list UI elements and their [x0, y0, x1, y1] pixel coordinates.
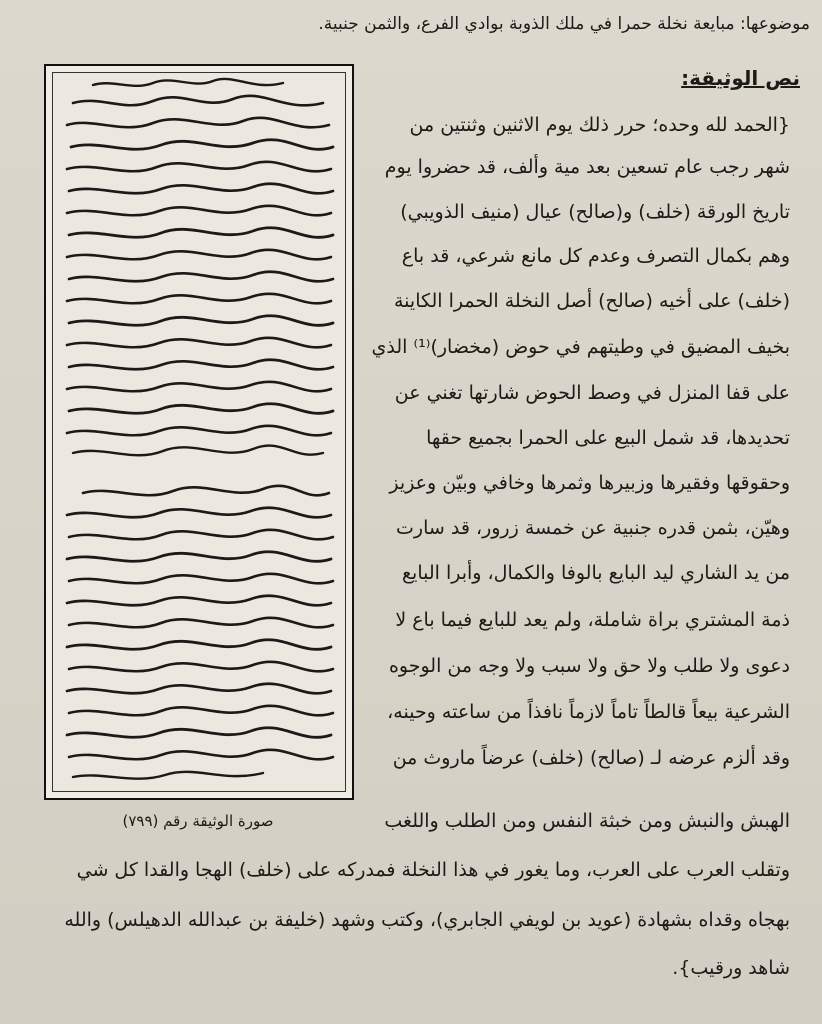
text-line: شاهد ورقيب}.: [672, 957, 790, 979]
text-line: وهم بكمال التصرف وعدم كل مانع شرعي، قد باع: [401, 245, 790, 267]
handwriting-illustration: [53, 73, 345, 791]
text-line: من يد الشاري ليد البايع بالوفا والكمال، وأبرا البايع: [401, 562, 790, 584]
image-caption: صورة الوثيقة رقم (٧٩٩): [122, 812, 274, 830]
text-line: الشرعية بيعاً قالطاً تاماً لازماً نافذاً من ساعته وحينه،: [387, 701, 790, 723]
manuscript-scan: [52, 72, 346, 792]
manuscript-image: [44, 64, 354, 800]
text-line: وحقوقها وفقيرها وزبيرها وثمرها وخافي وبيّن وعزيز: [389, 472, 790, 494]
text-line: (خلف) على أخيه (صالح) أصل النخلة الحمرا الكاينة: [394, 290, 790, 312]
section-title: نص الوثيقة:: [681, 66, 800, 90]
text-line: على قفا المنزل في وصط الحوض شارتها تغني عن: [394, 382, 790, 404]
text-line: {الحمد لله وحده؛ حرر ذلك يوم الاثنين وثنتين من: [409, 114, 790, 136]
text-line: وهيّن، بثمن قدره جنبية عن خمسة زرور، قد سارت: [396, 517, 790, 539]
text-line: وقد ألزم عرضه لـ (صالح) (خلف) عرضاً ماروث من: [392, 747, 790, 769]
text-line: تحديدها، قد شمل البيع على الحمرا بجميع حقها: [426, 427, 790, 449]
text-line: شهر رجب عام تسعين بعد مية وألف، قد حضروا يوم: [384, 156, 790, 178]
subject-line: موضوعها: مبايعة نخلة حمرا في ملك الذوبة بوادي الفرع، والثمن جنبية.: [318, 14, 810, 34]
text-line: بهجاه وقداه بشهادة (عويد بن لويفي الجابري)، وكتب وشهد (خليفة بن عبدالله الدهيلس) والله: [64, 909, 790, 931]
text-line: دعوى ولا طلب ولا حق ولا سبب ولا وجه من الوجوه: [388, 655, 790, 677]
text-line: بخيف المضيق في وطيتهم في حوض (مخضار)⁽¹⁾ الذي: [371, 336, 790, 358]
text-line: وتقلب العرب على العرب، وما يغور في هذا النخلة فمدركه على (خلف) الهجا والقدا كل شي: [76, 859, 790, 881]
text-line: ذمة المشتري براة شاملة، ولم يعد للبايع فيما باع لا: [395, 609, 790, 631]
text-line: الهبش والنبش ومن خبثة النفس ومن الطلب واللغب: [384, 810, 790, 832]
text-line: تاريخ الورقة (خلف) و(صالح) عيال (منيف الذويبي): [400, 201, 790, 223]
